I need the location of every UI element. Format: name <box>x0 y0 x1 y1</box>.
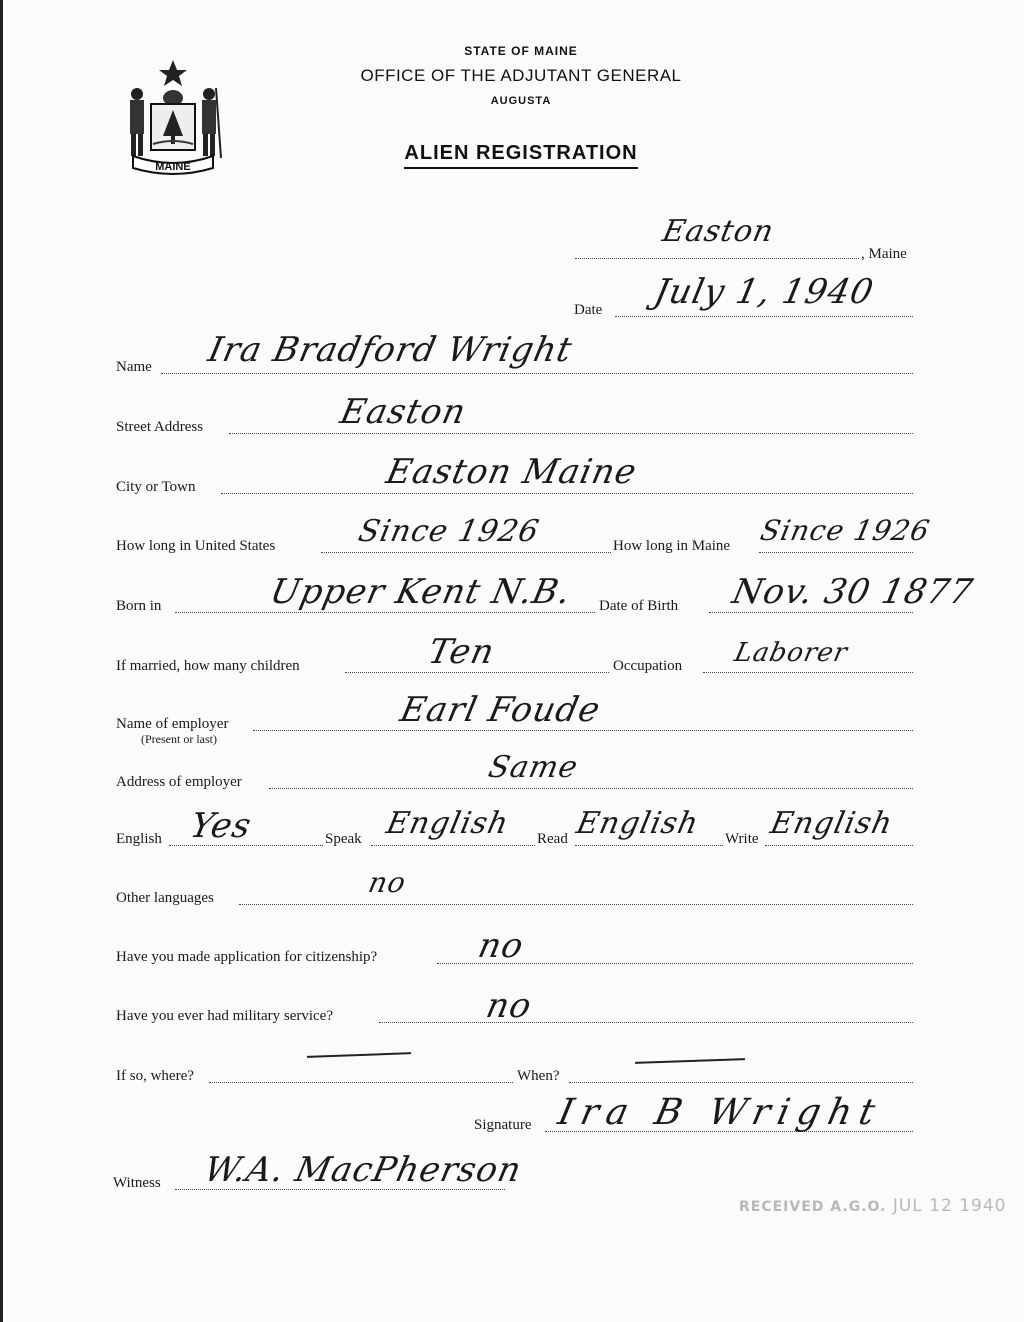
how-long-maine-line <box>759 552 913 553</box>
employer-address-line <box>269 788 913 789</box>
street-address-label: Street Address <box>116 419 204 435</box>
header-office: OFFICE OF THE ADJUTANT GENERAL <box>360 66 682 85</box>
date-label: Date <box>574 302 603 318</box>
witness-value: W.A. MacPherson <box>200 1150 526 1190</box>
citizenship-label: Have you made application for citizenship? <box>116 949 378 965</box>
form-title-text: ALIEN REGISTRATION <box>404 142 637 169</box>
employer-address-value: Same <box>485 750 582 785</box>
town-line <box>575 258 859 259</box>
how-long-us-line <box>321 552 611 553</box>
speak-label: Speak <box>325 831 362 847</box>
born-in-line <box>175 612 595 613</box>
received-stamp <box>739 1196 1006 1216</box>
name-line <box>161 373 913 374</box>
born-in-value: Upper Kent N.B. <box>266 572 575 612</box>
military-label: Have you ever had military service? <box>116 1008 333 1024</box>
city-label: City or Town <box>116 479 196 495</box>
date-line <box>615 316 913 317</box>
town-label: , Maine <box>861 246 907 262</box>
street-address-line <box>229 433 913 434</box>
employer-address-label: Address of employer <box>116 774 242 790</box>
city-line <box>221 493 913 494</box>
how-long-us-label: How long in United States <box>116 538 276 554</box>
when-dash <box>635 1058 745 1064</box>
received-stamp-prefix: RECEIVED A.G.O. <box>739 1199 887 1215</box>
other-languages-value: no <box>365 866 410 899</box>
how-long-maine-value: Since 1926 <box>757 514 934 547</box>
how-long-us-value: Since 1926 <box>355 514 543 549</box>
speak-line <box>371 845 535 846</box>
where-line <box>209 1082 513 1083</box>
where-dash <box>307 1052 411 1058</box>
name-label: Name <box>116 359 152 375</box>
english-value: Yes <box>186 806 256 846</box>
occupation-value: Laborer <box>731 638 851 668</box>
write-value: English <box>767 806 897 841</box>
witness-label: Witness <box>113 1175 161 1191</box>
employer-name-sublabel: (Present or last) <box>141 732 217 746</box>
date-of-birth-value: Nov. 30 1877 <box>728 572 977 612</box>
occupation-label: Occupation <box>613 658 683 674</box>
read-line <box>575 845 723 846</box>
city-value: Easton Maine <box>382 452 641 492</box>
employer-name-label: Name of employer <box>116 716 229 732</box>
received-stamp-date: JUL 12 1940 <box>892 1196 1007 1216</box>
other-languages-label: Other languages <box>116 890 214 906</box>
employer-name-line <box>253 730 913 731</box>
date-value: July 1, 1940 <box>650 272 878 312</box>
military-line <box>379 1022 913 1023</box>
read-value: English <box>573 806 703 841</box>
date-of-birth-label: Date of Birth <box>599 598 679 614</box>
header-city: AUGUSTA <box>490 95 552 107</box>
children-line <box>345 672 609 673</box>
name-value: Ira Bradford Wright <box>204 330 577 370</box>
other-languages-line <box>239 904 913 905</box>
write-line <box>765 845 913 846</box>
date-of-birth-line <box>709 612 913 613</box>
military-value: no <box>482 986 536 1026</box>
employer-name-value: Earl Foude <box>396 690 605 730</box>
where-label: If so, where? <box>116 1068 194 1084</box>
seal-text: MAINE <box>155 161 191 173</box>
read-label: Read <box>537 831 568 847</box>
children-value: Ten <box>424 632 499 672</box>
when-label: When? <box>517 1068 560 1084</box>
write-label: Write <box>725 831 759 847</box>
town-value: Easton <box>659 214 778 249</box>
citizenship-value: no <box>474 926 528 966</box>
street-address-value: Easton <box>336 392 470 432</box>
signature-value: Ira B Wright <box>554 1092 887 1133</box>
when-line <box>569 1082 913 1083</box>
speak-value: English <box>383 806 513 841</box>
form-title <box>9 142 1024 165</box>
header-state: STATE OF MAINE <box>464 44 578 58</box>
born-in-label: Born in <box>116 598 162 614</box>
children-label: If married, how many children <box>116 658 300 674</box>
english-label: English <box>116 831 162 847</box>
signature-label: Signature <box>474 1117 532 1133</box>
how-long-maine-label: How long in Maine <box>613 538 731 554</box>
occupation-line <box>703 672 913 673</box>
